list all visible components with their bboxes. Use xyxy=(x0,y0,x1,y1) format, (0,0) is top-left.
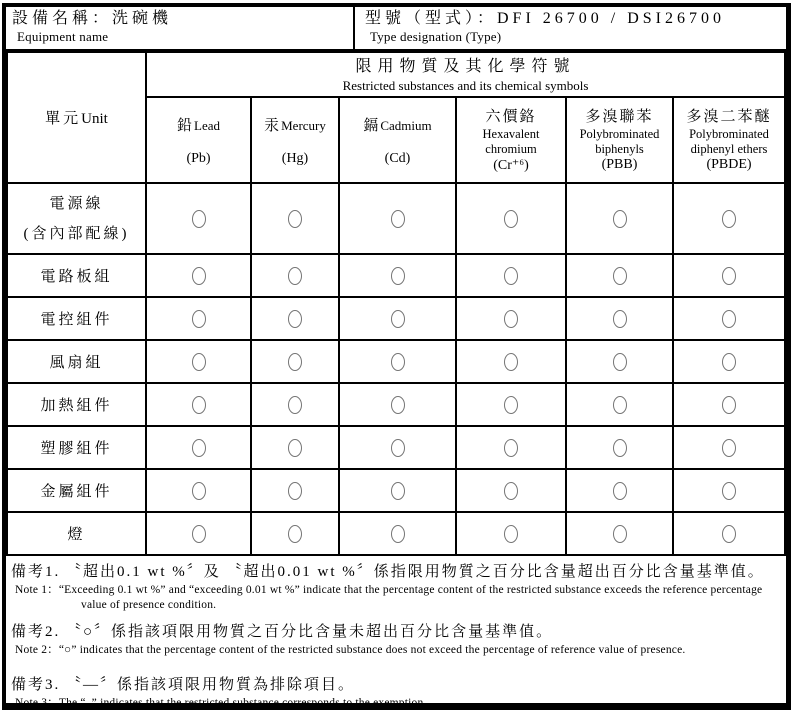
circle-mark xyxy=(722,396,736,414)
circle-mark xyxy=(722,310,736,328)
unit-row-label xyxy=(7,383,146,426)
substance-mark-cell xyxy=(456,512,566,555)
circle-mark xyxy=(613,310,627,328)
substance-symbol: (Cd) xyxy=(384,150,411,166)
substance-mark-cell xyxy=(339,469,456,512)
substance-column-header xyxy=(251,97,339,183)
unit-header-zh: 單元 xyxy=(45,111,82,127)
substance-mark-cell xyxy=(456,254,566,297)
circle-mark xyxy=(391,396,405,414)
restricted-substances-table xyxy=(6,51,786,556)
circle-mark xyxy=(722,439,736,457)
circle-mark xyxy=(504,396,518,414)
circle-mark xyxy=(504,210,518,228)
unit-label-line: (含內部配線) xyxy=(23,225,130,242)
table-row xyxy=(7,297,785,340)
circle-mark xyxy=(192,396,206,414)
note-en: Note 3：The “–” indicates that the restricted substance corresponds to the exemption. xyxy=(15,697,427,709)
circle-mark xyxy=(722,210,736,228)
note-item xyxy=(11,675,776,711)
substance-name-zh: 汞 xyxy=(264,117,282,134)
substance-mark-cell xyxy=(251,340,339,383)
note-item xyxy=(11,622,776,658)
unit-header-en: Unit xyxy=(81,111,108,127)
substance-mark-cell xyxy=(673,426,785,469)
circle-mark xyxy=(288,267,302,285)
substance-mark-cell xyxy=(251,512,339,555)
substance-column-header xyxy=(566,97,673,183)
document-header xyxy=(6,7,786,51)
substance-symbol: (Hg) xyxy=(281,150,309,166)
circle-mark xyxy=(391,482,405,500)
substance-mark-cell xyxy=(673,254,785,297)
table-row xyxy=(7,340,785,383)
table-row xyxy=(7,512,785,555)
substance-symbol: (PBB) xyxy=(601,157,638,172)
substance-mark-cell xyxy=(456,297,566,340)
substance-symbol: (PBDE) xyxy=(706,157,752,172)
unit-label-line: 金屬組件 xyxy=(40,484,113,500)
notes-section xyxy=(6,556,786,711)
unit-header-cell xyxy=(7,52,146,183)
substance-mark-cell xyxy=(673,340,785,383)
unit-label-line: 風扇組 xyxy=(49,355,104,371)
unit-label-line: 電源線 xyxy=(49,195,104,212)
substance-column-header xyxy=(339,97,456,183)
substance-mark-cell xyxy=(673,383,785,426)
note-en: Note 1：“Exceeding 0.1 wt %” and “exceeding 0.01 wt %” indicate that the percentage content of the restricted substance exceeds the reference percentage value of presence condition. xyxy=(15,584,763,611)
circle-mark xyxy=(722,267,736,285)
substance-name-en: Mercury xyxy=(281,117,326,133)
substance-mark-cell xyxy=(146,426,251,469)
substance-mark-cell xyxy=(146,340,251,383)
substance-mark-cell xyxy=(566,254,673,297)
circle-mark xyxy=(288,525,302,543)
substance-column-header xyxy=(673,97,785,183)
substance-mark-cell xyxy=(673,512,785,555)
substance-name-zh: 六價鉻 xyxy=(485,108,537,125)
substance-mark-cell xyxy=(566,183,673,254)
substance-mark-cell xyxy=(566,512,673,555)
substance-symbol: (Pb) xyxy=(186,150,211,166)
substance-mark-cell xyxy=(673,297,785,340)
substances-header-zh: 限用物質及其化學符號 xyxy=(355,58,576,75)
unit-row-label xyxy=(7,512,146,555)
substance-name-en: Lead xyxy=(194,117,220,133)
circle-mark xyxy=(722,525,736,543)
table-row xyxy=(7,254,785,297)
substance-mark-cell xyxy=(566,383,673,426)
substance-name-en: Polybrominated diphenyl ethers xyxy=(689,127,769,156)
circle-mark xyxy=(504,439,518,457)
table-row xyxy=(7,183,785,254)
circle-mark xyxy=(288,310,302,328)
substance-mark-cell xyxy=(456,340,566,383)
substance-name-en: Hexavalent chromium xyxy=(482,126,540,156)
circle-mark xyxy=(613,525,627,543)
note-zh: 備考2. 〝○〞係指該項限用物質之百分比含量未超出百分比含量基準值。 xyxy=(11,624,554,640)
circle-mark xyxy=(288,210,302,228)
circle-mark xyxy=(391,353,405,371)
type-designation-en: Type designation (Type) xyxy=(370,29,502,44)
substance-mark-cell xyxy=(146,383,251,426)
circle-mark xyxy=(613,396,627,414)
circle-mark xyxy=(504,525,518,543)
equipment-name-cell xyxy=(6,7,353,49)
circle-mark xyxy=(613,210,627,228)
unit-label-line: 電路板組 xyxy=(40,269,113,285)
equipment-name-zh: 設備名稱：洗碗機 xyxy=(12,10,173,27)
circle-mark xyxy=(288,439,302,457)
table-row xyxy=(7,426,785,469)
unit-row-label xyxy=(7,297,146,340)
circle-mark xyxy=(391,310,405,328)
circle-mark xyxy=(288,482,302,500)
substances-header-en: Restricted substances and its chemical symbols xyxy=(342,78,589,93)
substance-mark-cell xyxy=(146,254,251,297)
circle-mark xyxy=(613,439,627,457)
unit-label-line: 塑膠組件 xyxy=(40,441,113,457)
substance-name-zh: 鉛 xyxy=(177,117,195,134)
substance-name-en: Polybrominated biphenyls xyxy=(579,127,660,156)
circle-mark xyxy=(613,267,627,285)
note-zh: 備考1. 〝超出0.1 wt %〞及 〝超出0.01 wt %〞係指限用物質之百分比含量超出百分比含量基準值。 xyxy=(11,564,765,580)
circle-mark xyxy=(504,482,518,500)
substance-mark-cell xyxy=(146,469,251,512)
table-row xyxy=(7,469,785,512)
circle-mark xyxy=(192,310,206,328)
circle-mark xyxy=(192,525,206,543)
circle-mark xyxy=(192,439,206,457)
substance-mark-cell xyxy=(146,297,251,340)
substances-header-cell xyxy=(146,52,785,97)
circle-mark xyxy=(722,482,736,500)
substance-mark-cell xyxy=(339,383,456,426)
circle-mark xyxy=(391,210,405,228)
substance-mark-cell xyxy=(251,297,339,340)
circle-mark xyxy=(504,353,518,371)
substance-mark-cell xyxy=(251,183,339,254)
unit-row-label xyxy=(7,340,146,383)
circle-mark xyxy=(288,396,302,414)
substance-name-zh: 多溴聯苯 xyxy=(585,109,654,125)
substance-mark-cell xyxy=(456,383,566,426)
rohs-declaration-document xyxy=(2,3,791,710)
unit-row-label xyxy=(7,469,146,512)
circle-mark xyxy=(192,267,206,285)
substance-mark-cell xyxy=(673,183,785,254)
substance-mark-cell xyxy=(339,426,456,469)
substance-name-zh: 多溴二苯醚 xyxy=(686,109,772,125)
substance-mark-cell xyxy=(456,469,566,512)
substance-mark-cell xyxy=(251,469,339,512)
note-en: Note 2：“○” indicates that the percentage content of the restricted substance does not exceed the percentage of reference value of presence. xyxy=(15,644,686,656)
substance-column-header xyxy=(146,97,251,183)
unit-row-label xyxy=(7,254,146,297)
circle-mark xyxy=(192,482,206,500)
substance-mark-cell xyxy=(146,512,251,555)
substance-column-header xyxy=(456,97,566,183)
circle-mark xyxy=(288,353,302,371)
type-designation-cell xyxy=(353,7,786,49)
substance-mark-cell xyxy=(673,469,785,512)
circle-mark xyxy=(391,439,405,457)
substance-name-zh: 鎘 xyxy=(363,117,381,134)
substance-mark-cell xyxy=(566,297,673,340)
circle-mark xyxy=(613,353,627,371)
substance-mark-cell xyxy=(339,340,456,383)
circle-mark xyxy=(504,310,518,328)
substance-mark-cell xyxy=(339,512,456,555)
unit-label-line: 加熱組件 xyxy=(40,398,113,414)
substance-name-en: Cadmium xyxy=(380,117,432,133)
circle-mark xyxy=(391,267,405,285)
substance-mark-cell xyxy=(456,183,566,254)
substance-mark-cell xyxy=(251,254,339,297)
unit-label-line: 電控組件 xyxy=(40,312,113,328)
substance-mark-cell xyxy=(339,183,456,254)
substance-mark-cell xyxy=(251,383,339,426)
substance-mark-cell xyxy=(339,297,456,340)
circle-mark xyxy=(504,267,518,285)
equipment-name-en: Equipment name xyxy=(17,29,109,44)
note-zh: 備考3. 〝—〞係指該項限用物質為排除項目。 xyxy=(11,677,356,693)
substance-symbol: (Cr⁺⁶) xyxy=(493,157,529,173)
unit-row-label xyxy=(7,426,146,469)
table-row xyxy=(7,383,785,426)
substance-mark-cell xyxy=(251,426,339,469)
unit-row-label xyxy=(7,183,146,254)
unit-label-line: 燈 xyxy=(67,527,86,543)
circle-mark xyxy=(391,525,405,543)
substance-mark-cell xyxy=(339,254,456,297)
note-item xyxy=(11,562,776,613)
circle-mark xyxy=(613,482,627,500)
substance-mark-cell xyxy=(566,340,673,383)
substance-mark-cell xyxy=(566,426,673,469)
type-designation-zh: 型號（型式）：DFI 26700 / DSI26700 xyxy=(365,10,726,27)
substance-mark-cell xyxy=(456,426,566,469)
circle-mark xyxy=(192,210,206,228)
circle-mark xyxy=(722,353,736,371)
circle-mark xyxy=(192,353,206,371)
substance-mark-cell xyxy=(146,183,251,254)
substance-mark-cell xyxy=(566,469,673,512)
